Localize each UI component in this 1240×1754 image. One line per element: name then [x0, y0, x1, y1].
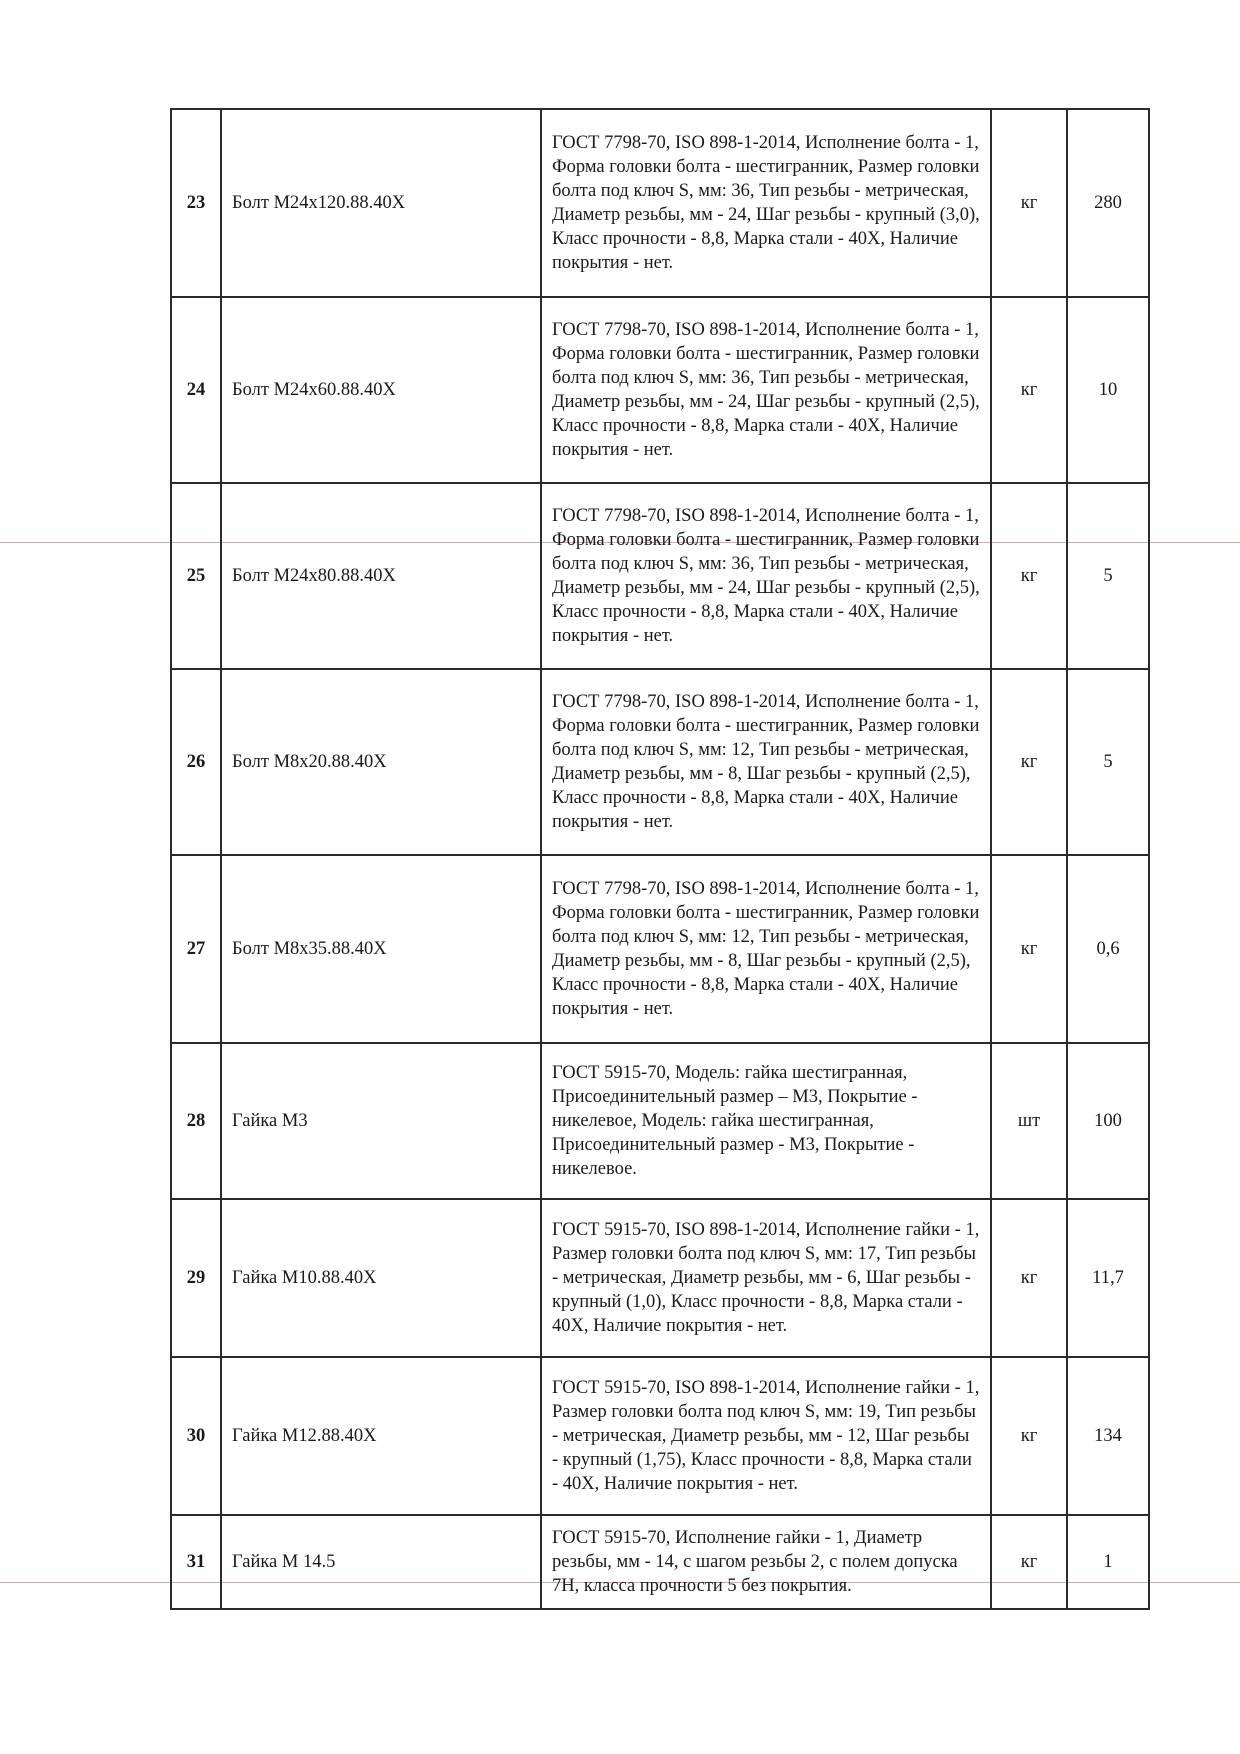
- row-number: 24: [171, 297, 221, 483]
- row-number: 28: [171, 1043, 221, 1199]
- item-unit: кг: [991, 297, 1067, 483]
- table-row: [171, 1199, 1149, 1357]
- row-number: 29: [171, 1199, 221, 1357]
- item-description: ГОСТ 7798-70, ISO 898-1-2014, Исполнение болта - 1, Форма головки болта - шестигранник, Размер головки болта под ключ S, мм: 12, Тип резьбы - метрическая, Диаметр резьбы, мм - 8, Шаг резьбы - крупный (2,5), Класс прочности - 8,8, Марка стали - 40Х, Наличие покрытия - нет.: [541, 855, 991, 1043]
- item-quantity: 5: [1067, 669, 1149, 855]
- row-number: 31: [171, 1515, 221, 1609]
- row-number: 26: [171, 669, 221, 855]
- item-unit: кг: [991, 855, 1067, 1043]
- item-unit: кг: [991, 669, 1067, 855]
- table-row: [171, 1357, 1149, 1515]
- item-quantity: 11,7: [1067, 1199, 1149, 1357]
- item-quantity: 100: [1067, 1043, 1149, 1199]
- item-quantity: 280: [1067, 109, 1149, 297]
- item-name: Болт М24х80.88.40Х: [221, 483, 541, 669]
- table-row: [171, 1043, 1149, 1199]
- item-description: ГОСТ 5915-70, ISO 898-1-2014, Исполнение гайки - 1, Размер головки болта под ключ S, мм: 17, Тип резьбы - метрическая, Диаметр резьбы, мм - 6, Шаг резьбы - крупный (1,0), Класс прочности - 8,8, Марка стали - 40Х, Наличие покрытия - нет.: [541, 1199, 991, 1357]
- item-name: Болт М8х35.88.40Х: [221, 855, 541, 1043]
- specification-table: [170, 108, 1150, 1610]
- item-unit: кг: [991, 483, 1067, 669]
- item-quantity: 1: [1067, 1515, 1149, 1609]
- row-number: 23: [171, 109, 221, 297]
- table-row: [171, 669, 1149, 855]
- item-name: Гайка М 14.5: [221, 1515, 541, 1609]
- item-description: ГОСТ 5915-70, Исполнение гайки - 1, Диаметр резьбы, мм - 14, с шагом резьбы 2, с полем допуска 7Н, класса прочности 5 без покрытия.: [541, 1515, 991, 1609]
- item-name: Гайка М3: [221, 1043, 541, 1199]
- item-quantity: 5: [1067, 483, 1149, 669]
- item-description: ГОСТ 5915-70, ISO 898-1-2014, Исполнение гайки - 1, Размер головки болта под ключ S, мм: 19, Тип резьбы - метрическая, Диаметр резьбы, мм - 12, Шаг резьбы - крупный (1,75), Класс прочности - 8,8, Марка стали - 40Х, Наличие покрытия - нет.: [541, 1357, 991, 1515]
- item-description: ГОСТ 7798-70, ISO 898-1-2014, Исполнение болта - 1, Форма головки болта - шестигранник, Размер головки болта под ключ S, мм: 36, Тип резьбы - метрическая, Диаметр резьбы, мм - 24, Шаг резьбы - крупный (2,5), Класс прочности - 8,8, Марка стали - 40Х, Наличие покрытия - нет.: [541, 483, 991, 669]
- item-quantity: 0,6: [1067, 855, 1149, 1043]
- row-number: 30: [171, 1357, 221, 1515]
- item-quantity: 10: [1067, 297, 1149, 483]
- item-unit: кг: [991, 1357, 1067, 1515]
- item-unit: шт: [991, 1043, 1067, 1199]
- table-row: [171, 109, 1149, 297]
- table-row: [171, 297, 1149, 483]
- item-name: Гайка М12.88.40Х: [221, 1357, 541, 1515]
- item-quantity: 134: [1067, 1357, 1149, 1515]
- item-description: ГОСТ 7798-70, ISO 898-1-2014, Исполнение болта - 1, Форма головки болта - шестигранник, Размер головки болта под ключ S, мм: 36, Тип резьбы - метрическая, Диаметр резьбы, мм - 24, Шаг резьбы - крупный (3,0), Класс прочности - 8,8, Марка стали - 40Х, Наличие покрытия - нет.: [541, 109, 991, 297]
- table-row: [171, 1515, 1149, 1609]
- item-description: ГОСТ 7798-70, ISO 898-1-2014, Исполнение болта - 1, Форма головки болта - шестигранник, Размер головки болта под ключ S, мм: 12, Тип резьбы - метрическая, Диаметр резьбы, мм - 8, Шаг резьбы - крупный (2,5), Класс прочности - 8,8, Марка стали - 40Х, Наличие покрытия - нет.: [541, 669, 991, 855]
- item-unit: кг: [991, 1199, 1067, 1357]
- row-number: 25: [171, 483, 221, 669]
- item-description: ГОСТ 5915-70, Модель: гайка шестигранная, Присоединительный размер – М3, Покрытие - никелевое, Модель: гайка шестигранная, Присоединительный размер - М3, Покрытие - никелевое.: [541, 1043, 991, 1199]
- table-row: [171, 855, 1149, 1043]
- item-name: Болт М8х20.88.40Х: [221, 669, 541, 855]
- item-name: Болт М24х120.88.40Х: [221, 109, 541, 297]
- row-number: 27: [171, 855, 221, 1043]
- item-unit: кг: [991, 109, 1067, 297]
- item-unit: кг: [991, 1515, 1067, 1609]
- item-name: Гайка М10.88.40Х: [221, 1199, 541, 1357]
- table-row: [171, 483, 1149, 669]
- item-description: ГОСТ 7798-70, ISO 898-1-2014, Исполнение болта - 1, Форма головки болта - шестигранник, Размер головки болта под ключ S, мм: 36, Тип резьбы - метрическая, Диаметр резьбы, мм - 24, Шаг резьбы - крупный (2,5), Класс прочности - 8,8, Марка стали - 40Х, Наличие покрытия - нет.: [541, 297, 991, 483]
- item-name: Болт М24х60.88.40Х: [221, 297, 541, 483]
